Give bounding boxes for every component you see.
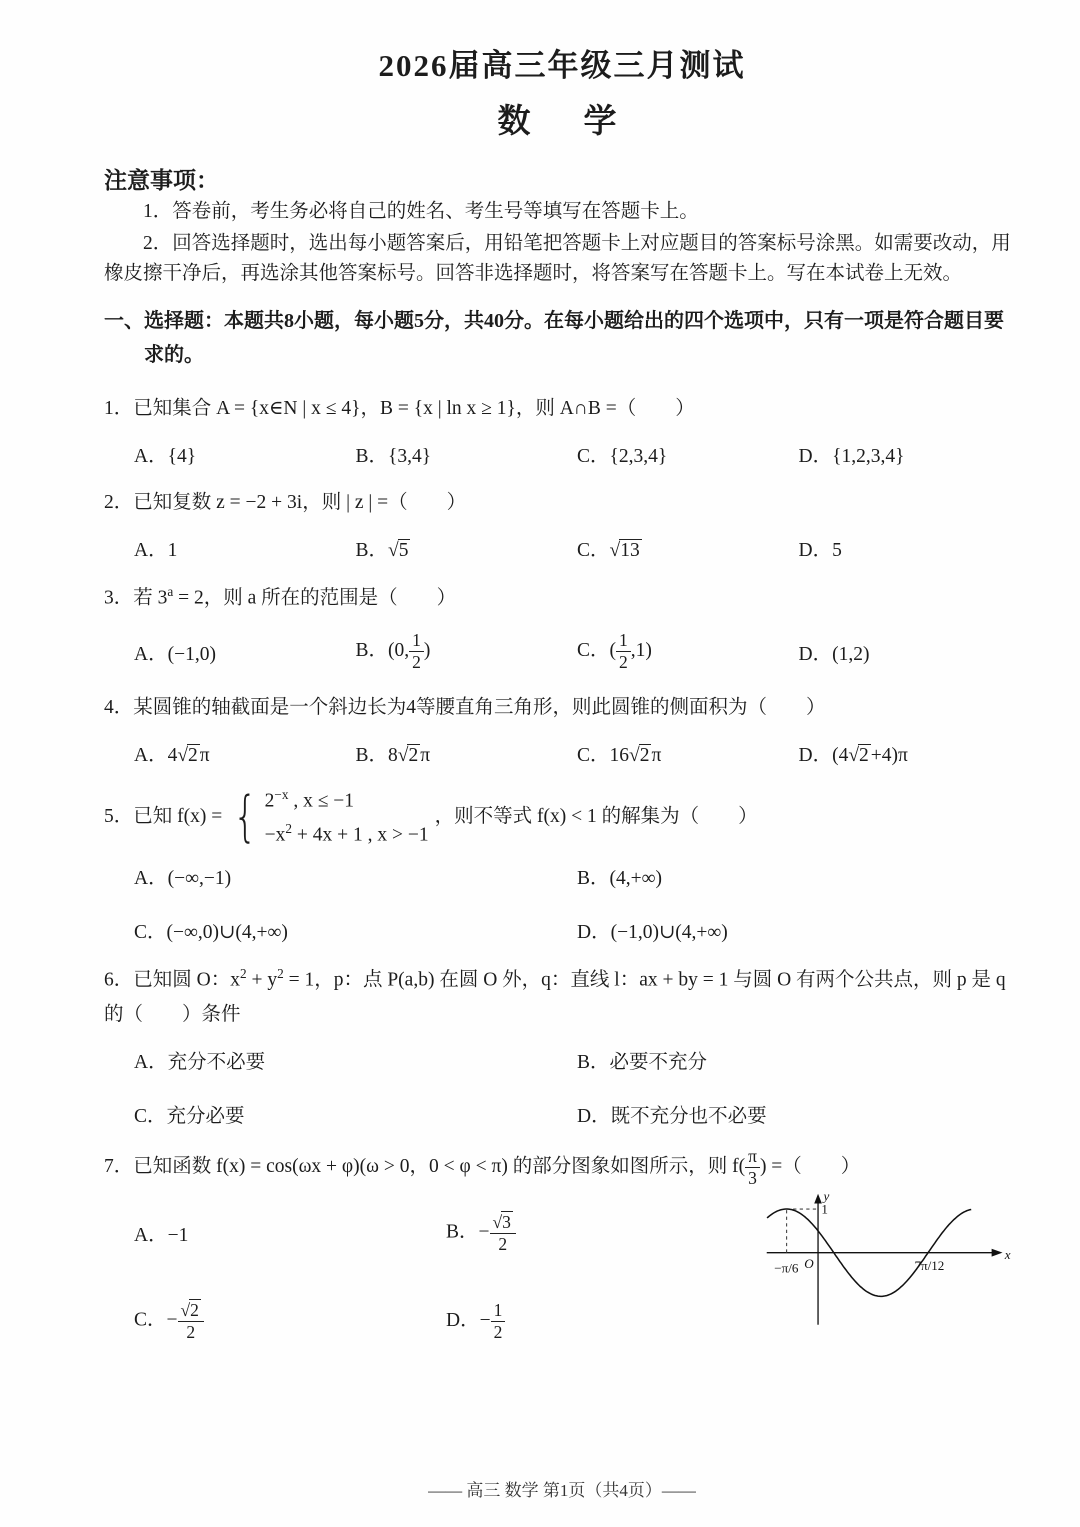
option-a: A．4√2 π bbox=[134, 745, 210, 767]
question-1-stem: 1．已知集合 A = {x∈N | x ≤ 4}，B = {x | ln x ≥ 1}，则 A∩B =（ ） bbox=[104, 397, 695, 419]
question-2 bbox=[104, 486, 1020, 563]
question-6-stem: 6．已知圆 O：$x^2 + y^2 = 1$，p：点 P(a,b) 在圆 O 外，q：直线 l：ax + by = 1 与圆 O 有两个公共点，则 p 是 q 的（ ）条件 bbox=[104, 966, 1006, 1025]
notice-item-1: 1．答卷前，考生务必将自己的姓名、考生号等填写在答题卡上。 bbox=[143, 201, 699, 222]
option-b: B．{3,4} bbox=[355, 445, 432, 467]
option-c: C．√13 bbox=[577, 539, 640, 561]
question-3-stem: 3．若 $3^a = 2$，则 a 所在的范围是（ ） bbox=[104, 584, 457, 609]
question-5 bbox=[104, 786, 1020, 945]
origin-label: O bbox=[804, 1256, 814, 1272]
stem-tail: ，则不等式 f(x) < 1 的解集为（ ） bbox=[434, 805, 758, 827]
option-a: A．充分不必要 bbox=[134, 1052, 266, 1074]
question-1 bbox=[104, 392, 1020, 468]
case-1: $2^{-x}$ , x ≤ −1 bbox=[264, 786, 355, 812]
piecewise-brace bbox=[233, 793, 257, 842]
option-c: C．(−∞,0)∪(4,+∞) bbox=[134, 922, 288, 944]
y-axis-label: y bbox=[823, 1188, 830, 1204]
question-7-stem: 7．已知函数 f(x) = cos(ωx + φ)(ω > 0，0 < φ < π) 的部分图象如图所示，则 f( $\frac{\pi}{3}$ ) =（ ） bbox=[104, 1146, 861, 1189]
option-a: A．(−1,0) bbox=[134, 643, 216, 665]
option-a: A．−1 bbox=[134, 1225, 189, 1247]
option-a: A．1 bbox=[134, 540, 178, 562]
x-tick-right-label: 7π/12 bbox=[914, 1258, 945, 1274]
option-d: D．− $\frac{1}{2}$ bbox=[446, 1300, 758, 1343]
section-heading: 一、选择题：本题共8小题，每小题5分，共40分。在每小题给出的四个选项中，只有一项是符合题目要求的。 bbox=[104, 309, 1004, 366]
question-7-options bbox=[104, 1211, 758, 1343]
option-d: D．{1,2,3,4} bbox=[798, 445, 905, 467]
question-7 bbox=[104, 1146, 1020, 1349]
x-tick-left-label: −π/6 bbox=[774, 1260, 799, 1276]
option-c: C．充分必要 bbox=[134, 1106, 245, 1128]
question-2-stem: 2．已知复数 z = −2 + 3i，则 | z | =（ ） bbox=[104, 491, 467, 513]
option-d: D．5 bbox=[798, 540, 842, 562]
question-5-options bbox=[104, 862, 1020, 944]
option-d: D．(4√2 +4)π bbox=[798, 745, 908, 767]
question-1-options bbox=[104, 440, 1020, 468]
option-c: C．− $\frac{√2}{2}$ bbox=[134, 1299, 446, 1343]
stem-lead: 5．已知 f(x) = bbox=[104, 805, 223, 827]
option-c: C．{2,3,4} bbox=[577, 445, 668, 467]
question-4-options bbox=[104, 739, 1020, 767]
option-c: C．16√2 π bbox=[577, 745, 662, 767]
question-7-graph bbox=[758, 1185, 1020, 1349]
option-b: B．8√2 π bbox=[355, 745, 431, 767]
option-c: C．( $\frac{1}{2}$ ,1) bbox=[577, 629, 652, 672]
piecewise-cases bbox=[265, 786, 429, 849]
option-a: A．(−∞,−1) bbox=[134, 868, 232, 890]
question-5-stem bbox=[104, 786, 1020, 849]
notice-heading: 注意事项： bbox=[104, 168, 219, 193]
question-3 bbox=[104, 580, 1020, 673]
question-7-body bbox=[104, 1189, 1020, 1349]
function-graph bbox=[758, 1185, 1020, 1349]
option-d: D．(−1,0)∪(4,+∞) bbox=[577, 922, 728, 944]
option-b: B．(4,+∞) bbox=[577, 868, 663, 890]
notice-item-2: 2．回答选择题时，选出每小题答案后，用铅笔把答题卡上对应题目的答案标号涂黑。如需要改动，用橡皮擦干净后，再选涂其他答案标号。回答非选择题时，将答案写在答题卡上。写在本试卷上无效。 bbox=[104, 233, 1011, 285]
max-value-label: 1 bbox=[821, 1201, 828, 1217]
option-b: B．(0, $\frac{1}{2}$ ) bbox=[355, 629, 431, 672]
case-2: $-x^2 + 4x + 1$ , x > −1 bbox=[264, 821, 429, 846]
notice-section bbox=[104, 158, 1020, 292]
page-footer: —— 高三 数学 第1页（共4页）—— bbox=[428, 1481, 696, 1500]
x-axis-label: x bbox=[1004, 1247, 1011, 1263]
question-6-options bbox=[104, 1046, 1020, 1128]
question-6 bbox=[104, 962, 1020, 1128]
subject-title: 数 学 bbox=[497, 104, 627, 140]
option-b: B．√5 bbox=[355, 539, 409, 561]
x-axis-arrow bbox=[992, 1249, 1003, 1257]
page-title: 2026届高三年级三月测试 bbox=[378, 48, 746, 83]
option-a: A．{4} bbox=[134, 445, 197, 467]
question-2-options bbox=[104, 534, 1020, 562]
question-4-stem: 4．某圆锥的轴截面是一个斜边长为4等腰直角三角形，则此圆锥的侧面积为（ ） bbox=[104, 697, 826, 719]
option-d: D．既不充分也不必要 bbox=[577, 1106, 767, 1128]
option-b: B．− $\frac{√3}{2}$ bbox=[446, 1211, 758, 1255]
question-4 bbox=[104, 691, 1020, 768]
option-d: D．(1,2) bbox=[798, 643, 870, 665]
option-b: B．必要不充分 bbox=[577, 1052, 708, 1074]
question-3-options bbox=[104, 630, 1020, 673]
